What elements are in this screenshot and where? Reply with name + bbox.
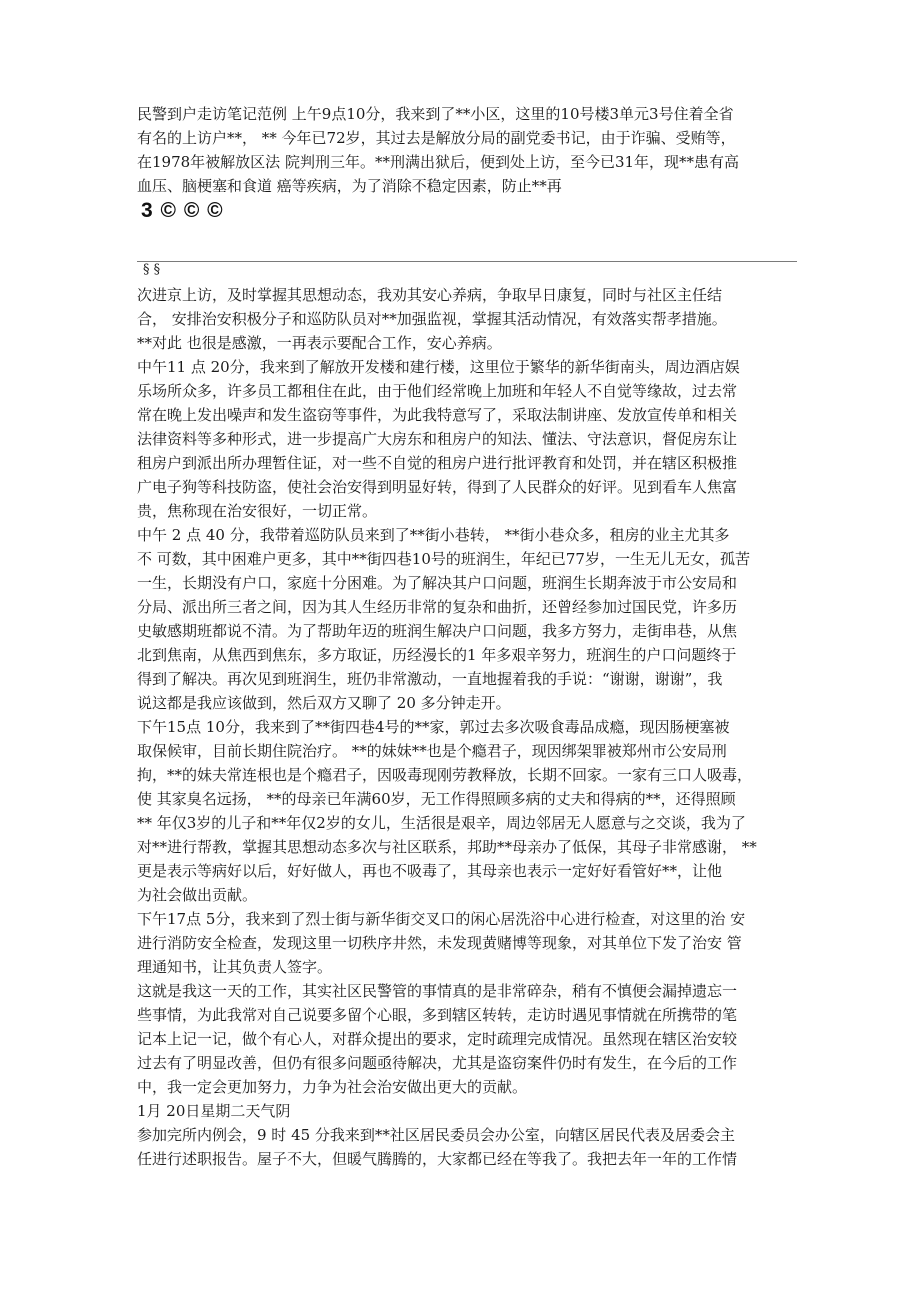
text-line: 中午 2 点 40 分，我带着巡防队员来到了**街小巷转， **街小巷众多，租房的业主尤其多 [137,526,730,544]
horizontal-divider [137,261,797,262]
text-line: 说这都是我应该做到，然后双方又聊了 20 多分钟走开。 [137,694,511,712]
text-line: 租房户到派出所办理暂住证，对一些不自觉的租房户进行批评教育和处罚，并在辖区积极推 [137,454,738,472]
text-line: 1月 20日星期二天气阴 [137,1102,291,1120]
text-line: 拘，**的妹夫常连根也是个瘾君子，因吸毒现刚劳教释放，长期不回家。一家有三口人吸毒， [137,766,753,784]
text-line: ** 年仅3岁的儿子和**年仅2岁的女儿，生活很是艰辛，周边邻居无人愿意与之交谈，我为了 [137,814,746,832]
text-line: 任进行述职报告。屋子不大，但暖气腾腾的，大家都已经在等我了。我把去年一年的工作情 [137,1150,738,1168]
section-sign: § § [143,262,161,277]
text-line: 这就是我这一天的工作，其实社区民警管的事情真的是非常碎杂，稍有不慎便会漏掉遗忘一 [137,982,738,1000]
text-line: 为社会做出贡献。 [137,886,258,904]
text-line: 中，我一定会更加努力，力争为社会治安做出更大的贡献。 [137,1078,528,1096]
text-line: 史敏感期班都说不清。为了帮助年迈的班润生解决户口问题，我多方努力，走街串巷，从焦 [137,622,738,640]
text-line: 使 其家臭名远扬， **的母亲已年满60岁，无工作得照顾多病的丈夫和得病的**，还得照顾 [137,790,736,808]
copyright-marks: 3 © © © [141,199,224,222]
text-line: 有名的上访户**， ** 今年已72岁，其过去是解放分局的副党委书记，由于诈骗、受贿等， [137,129,736,147]
text-line: 更是表示等病好以后，好好做人，再也不吸毒了，其母亲也表示一定好好看管好**，让他 [137,862,723,880]
text-line: 不 可数，其中困难户更多，其中**街四巷10号的班润生，年纪已77岁，一生无儿无女，孤苦 [137,550,750,568]
text-line: 在1978年被解放区法 院判刑三年。**刑满出狱后，便到处上访，至今已31年，现**患有高 [137,153,740,171]
text-line: 北到焦南，从焦西到焦东，多方取证，历经漫长的1 年多艰辛努力，班润生的户口问题终于 [137,646,737,664]
text-line: 下午15点 10分，我来到了**街四巷4号的**家，郭过去多次吸食毒品成瘾，现因肠梗塞被 [137,718,730,736]
text-line: **对此 也很是感激，一再表示要配合工作，安心养病。 [137,334,502,352]
text-line: 民警到户走访笔记范例 上午9点10分，我来到了**小区，这里的10号楼3单元3号住着全省 [137,105,734,123]
text-line: 得到了解决。再次见到班润生，班仍非常激动，一直地握着我的手说：“谢谢，谢谢”，我 [137,670,723,688]
text-line: 下午17点 5分，我来到了烈士街与新华街交叉口的闲心居洗浴中心进行检查，对这里的治 安 [137,910,746,928]
text-line: 一生，长期没有户口，家庭十分困难。为了解决其户口问题，班润生长期奔波于市公安局和 [137,574,738,592]
text-line: 次进京上访，及时掌握其思想动态，我劝其安心养病，争取早日康复，同时与社区主任结 [137,286,723,304]
text-line: 贵，焦称现在治安很好，一切正常。 [137,502,378,520]
text-line: 记本上记一记，做个有心人，对群众提出的要求，定时疏理完成情况。虽然现在辖区治安较 [137,1030,738,1048]
intro-paragraph [137,102,801,198]
text-line: 乐场所众多，许多员工都租住在此，由于他们经常晚上加班和年轻人不自觉等缘故，过去常 [137,382,738,400]
text-line: 些事情，为此我常对自己说要多留个心眼，多到辖区转转，走访时遇见事情就在所携带的笔 [137,1006,738,1024]
text-line: 法律资料等多种形式，进一步提高广大房东和租房户的知法、懂法、守法意识，督促房东让 [137,430,738,448]
text-line: 理通知书，让其负责人签字。 [137,958,333,976]
text-line: 取保候审，目前长期住院治疗。 **的妹妹**也是个瘾君子，现因绑架罪被郑州市公安局刑 [137,742,727,760]
text-line: 对**进行帮教，掌握其思想动态多次与社区联系，邦助**母亲办了低保，其母子非常感谢， ** [137,838,757,856]
text-line: 广电子狗等科技防盗，使社会治安得到明显好转，得到了人民群众的好评。见到看车人焦富 [137,478,738,496]
text-line: 常在晚上发出噪声和发生盗窃等事件，为此我特意写了，采取法制讲座、发放宣传单和相关 [137,406,738,424]
text-line: 中午11 点 20分，我来到了解放开发楼和建行楼，这里位于繁华的新华街南头，周边酒店娱 [137,358,740,376]
text-line: 血压、脑梗塞和食道 癌等疾病，为了消除不稳定因素，防止**再 [137,177,562,195]
text-line: 过去有了明显改善，但仍有很多问题亟待解决，尤其是盗窃案件仍时有发生，在今后的工作 [137,1054,738,1072]
text-line: 分局、派出所三者之间，因为其人生经历非常的复杂和曲折，还曾经参加过国民党，许多历 [137,598,738,616]
text-line: 参加完所内例会，9 时 45 分我来到**社区居民委员会办公室，向辖区居民代表及居委会主 [137,1126,735,1144]
text-line: 合， 安排治安积极分子和巡防队员对**加强监视，掌握其活动情况，有效落实帮孝措施。 [137,310,727,328]
body-text [137,283,799,1171]
text-line: 进行消防安全检查，发现这里一切秩序井然，未发现黄赌博等现象，对其单位下发了治安 管 [137,934,742,952]
